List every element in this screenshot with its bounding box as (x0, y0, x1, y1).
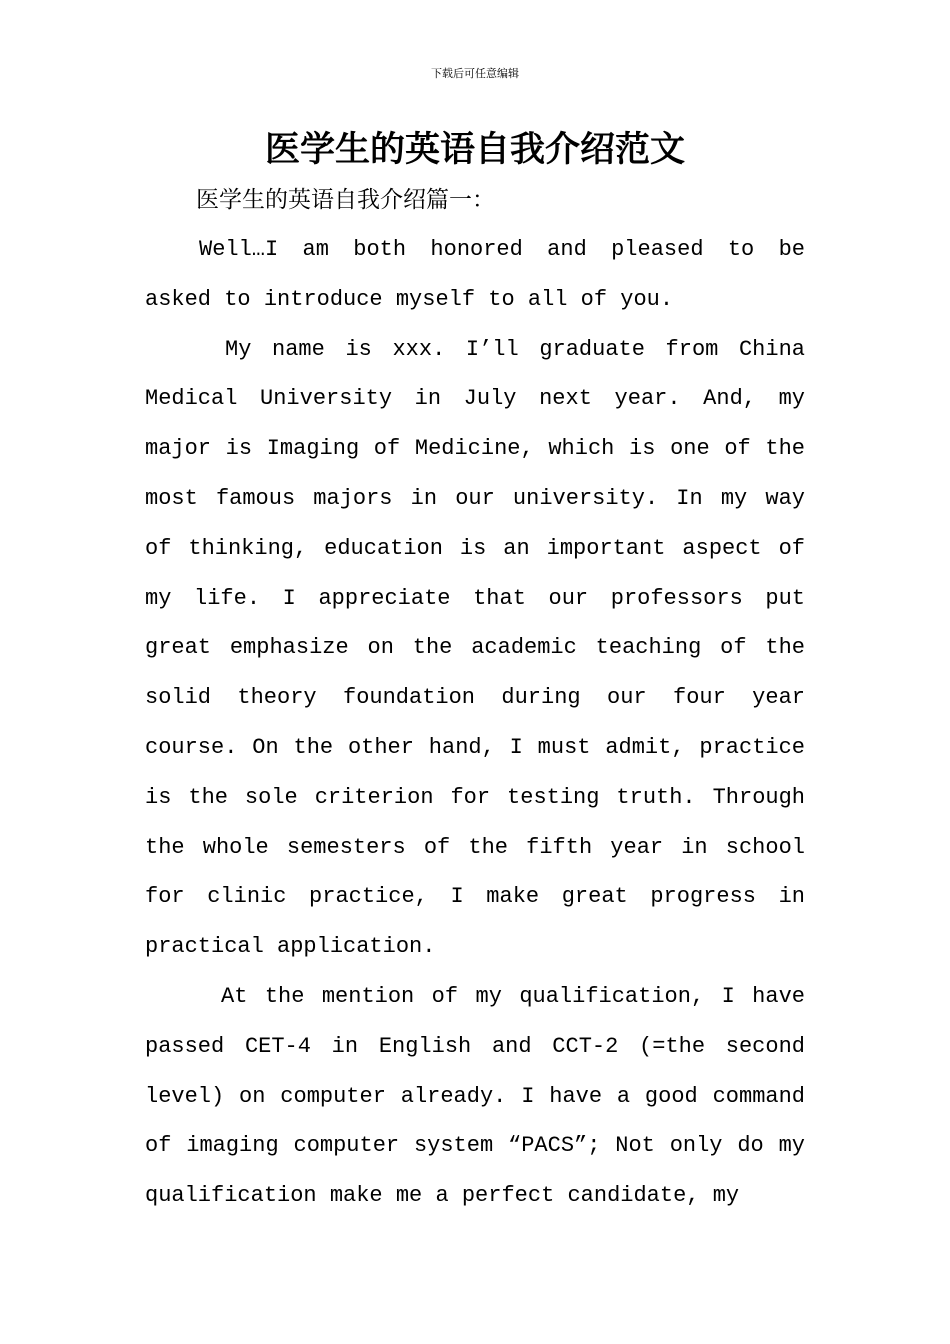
document-title: 医学生的英语自我介绍范文 (264, 129, 685, 170)
document-body (145, 225, 805, 1221)
paragraph-education: My name is xxx. I’ll graduate from China Medical University in July next year. And, my major is Imaging of Medicine, which is one of the most famous majors in our university. In my way of thinking, education is an important aspect of my life. I appreciate that our professors put great emphasize on the academic teaching of the solid theory foundation during our four year course. On the other hand, I must admit, practice is the sole criterion for testing truth. Through the whole semesters of the fifth year in school for clinic practice, I make great progress in practical application. (145, 336, 805, 960)
header-note: 下载后可任意编辑 (431, 67, 519, 80)
section-heading: 医学生的英语自我介绍篇一： (196, 187, 495, 213)
paragraph-intro: Well…I am both honored and pleased to be asked to introduce myself to all of you. (145, 237, 805, 312)
paragraph-qualification: At the mention of my qualification, I have passed CET-4 in English and CCT-2 (=the second level) on computer already. I have a good command of imaging computer system “PACS”; Not only do my qualification make me a perfect candidate, my (145, 983, 805, 1209)
